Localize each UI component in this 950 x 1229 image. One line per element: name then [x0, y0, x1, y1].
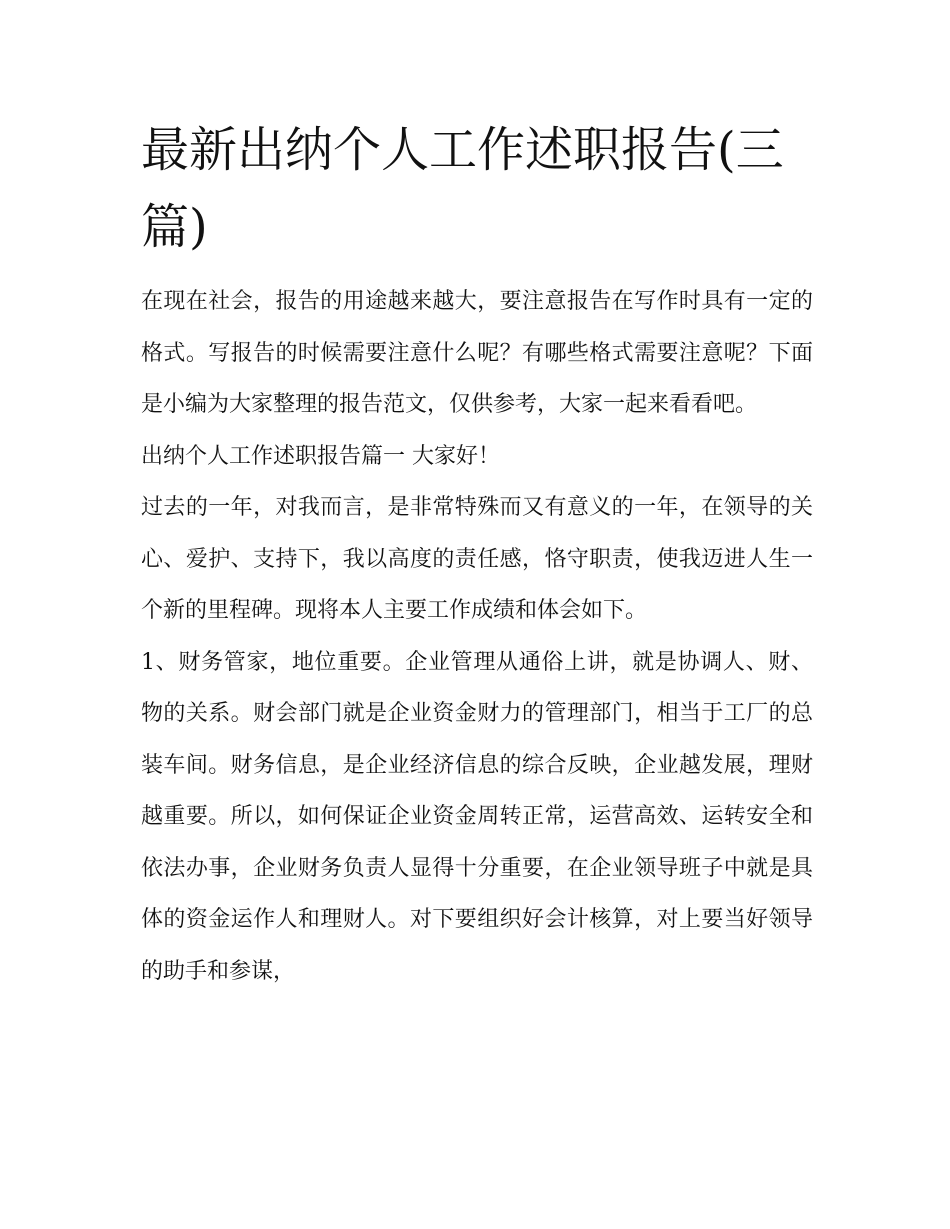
body-paragraph: 1、财务管家，地位重要。企业管理从通俗上讲，就是协调人、财、物的关系。财会部门就是企业资金财力的管理部门，相当于工厂的总装车间。财务信息，是企业经济信息的综合反映，企业越发展，理财越重要。所以，如何保证企业资金周转正常，运营高效、运转安全和依法办事，企业财务负责人显得十分重要，在企业领导班子中就是具体的资金运作人和理财人。对下要组织好会计核算，对上要当好领导的助手和参谋， — [141, 649, 813, 984]
intro-paragraph: 在现在社会，报告的用途越来越大，要注意报告在写作时具有一定的格式。写报告的时候需要注意什么呢？有哪些格式需要注意呢？下面是小编为大家整理的报告范文，仅供参考，大家一起来看看吧。 — [141, 289, 813, 417]
body-paragraph: 过去的一年，对我而言，是非常特殊而又有意义的一年，在领导的关心、爱护、支持下，我以高度的责任感，恪守职责，使我迈进人生一个新的里程碑。现将本人主要工作成绩和体会如下。 — [141, 495, 813, 623]
document-title: 最新出纳个人工作述职报告(三篇) — [141, 122, 784, 255]
document-page — [141, 112, 813, 997]
section-heading-paragraph: 出纳个人工作述职报告篇一 大家好！ — [141, 443, 500, 469]
